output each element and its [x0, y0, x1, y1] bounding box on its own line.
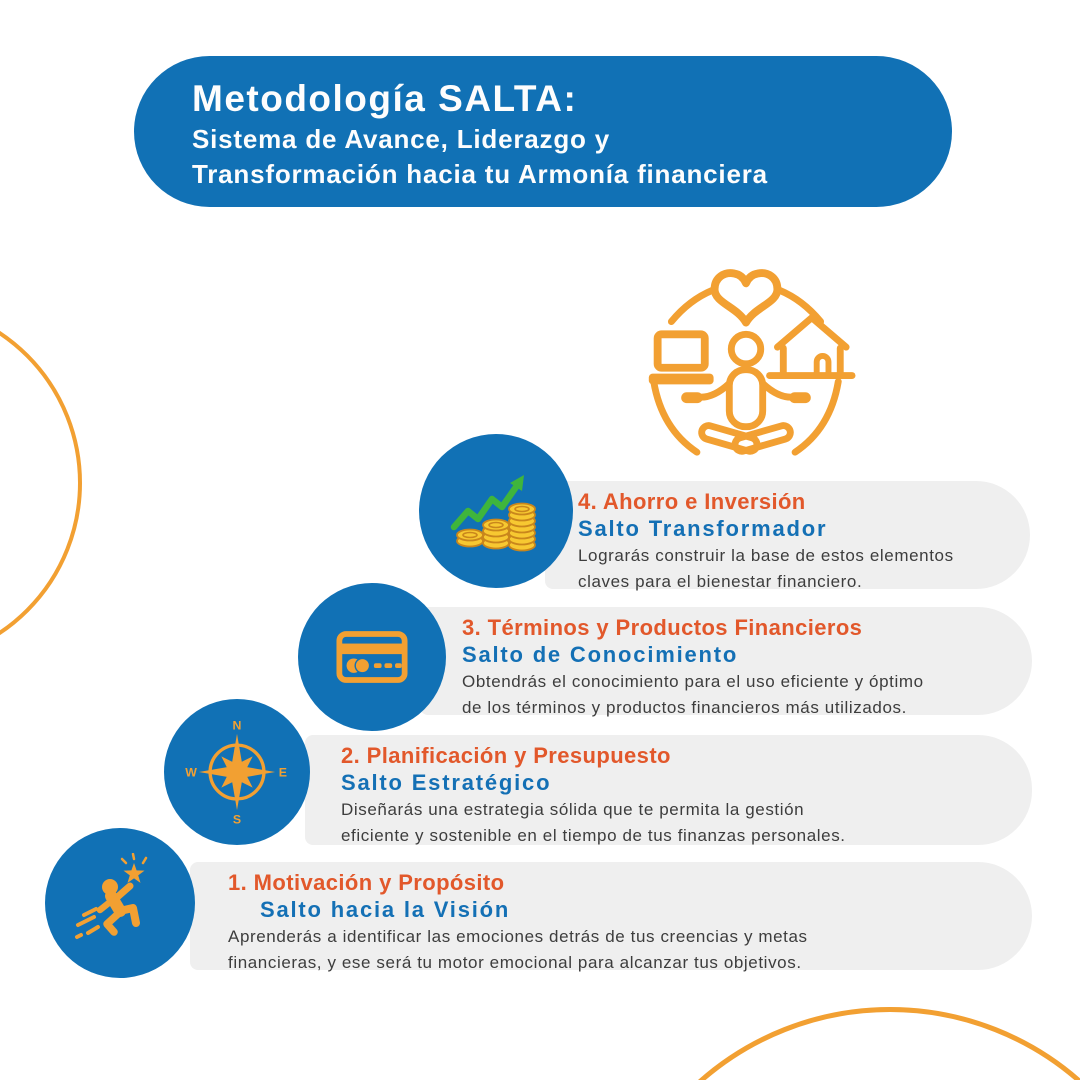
step-description-line: Diseñarás una estrategia sólida que te permita la gestión: [341, 800, 805, 819]
circle-arc: [795, 381, 838, 452]
title-banner: [134, 56, 952, 207]
step-heading: 1. Motivación y Propósito: [228, 870, 505, 895]
step-card-4: [545, 481, 1030, 589]
step-heading: 3. Términos y Productos Financieros: [462, 615, 863, 640]
step-subtitle: Salto Transformador: [578, 516, 828, 541]
circle-arc: [654, 381, 697, 452]
step-heading: 2. Planificación y Presupuesto: [341, 743, 671, 768]
compass-west-label: W: [185, 765, 197, 780]
house-door: [817, 356, 829, 374]
person-arm-right: [763, 383, 791, 397]
step-description-line: claves para el bienestar financiero.: [578, 572, 863, 591]
step-description-line: Obtendrás el conocimiento para el uso eficiente y óptimo: [462, 672, 924, 691]
step-circle-3: [298, 583, 446, 731]
step-subtitle: Salto hacia la Visión: [260, 897, 511, 922]
laptop-icon: [658, 334, 705, 367]
decorative-arc-left: [0, 301, 82, 665]
person-star-icon: [70, 853, 170, 953]
page-subtitle-line1: Sistema de Avance, Liderazgo y: [192, 124, 610, 154]
step-card-1: [190, 862, 1032, 970]
step-heading: 4. Ahorro e Inversión: [578, 489, 806, 514]
heart-icon: [715, 273, 778, 322]
compass-east-label: E: [278, 765, 288, 780]
financial-harmony-meditation-icon: [628, 246, 864, 462]
page-title: Metodología SALTA:: [192, 78, 578, 119]
compass-south-label: S: [232, 812, 242, 827]
house-walls: [783, 348, 840, 374]
person-hand-left: [681, 392, 703, 403]
compass-north-label: N: [232, 718, 242, 733]
circle-arc: [671, 290, 712, 321]
decorative-arc-bottom-right: [601, 1007, 1080, 1080]
credit-card-icon: [324, 609, 420, 705]
step-circle-1: [45, 828, 195, 978]
person-arm-left: [701, 383, 729, 397]
page-subtitle-line2: Transformación hacia tu Armonía financiera: [192, 159, 768, 189]
step-circle-2: [164, 699, 310, 845]
step-subtitle: Salto de Conocimiento: [462, 642, 739, 667]
person-head: [731, 334, 760, 363]
house-icon: [777, 318, 846, 347]
step-subtitle: Salto Estratégico: [341, 770, 552, 795]
step-description-line: Lograrás construir la base de estos elementos: [578, 546, 954, 565]
coins-growth-icon: [446, 461, 546, 561]
person-body: [729, 370, 762, 427]
compass-icon: [181, 716, 293, 828]
step-description-line: eficiente y sostenible en el tiempo de tus finanzas personales.: [341, 826, 846, 845]
step-circle-4: [419, 434, 573, 588]
laptop-base: [649, 374, 714, 385]
step-description-line: financieras, y ese será tu motor emocional para alcanzar tus objetivos.: [228, 953, 802, 972]
step-description-line: Aprenderás a identificar las emociones detrás de tus creencias y metas: [228, 927, 808, 946]
person-hand-right: [789, 392, 811, 403]
step-card-3: [420, 607, 1032, 715]
step-card-2: [305, 735, 1032, 845]
step-description-line: de los términos y productos financieros más utilizados.: [462, 698, 907, 717]
